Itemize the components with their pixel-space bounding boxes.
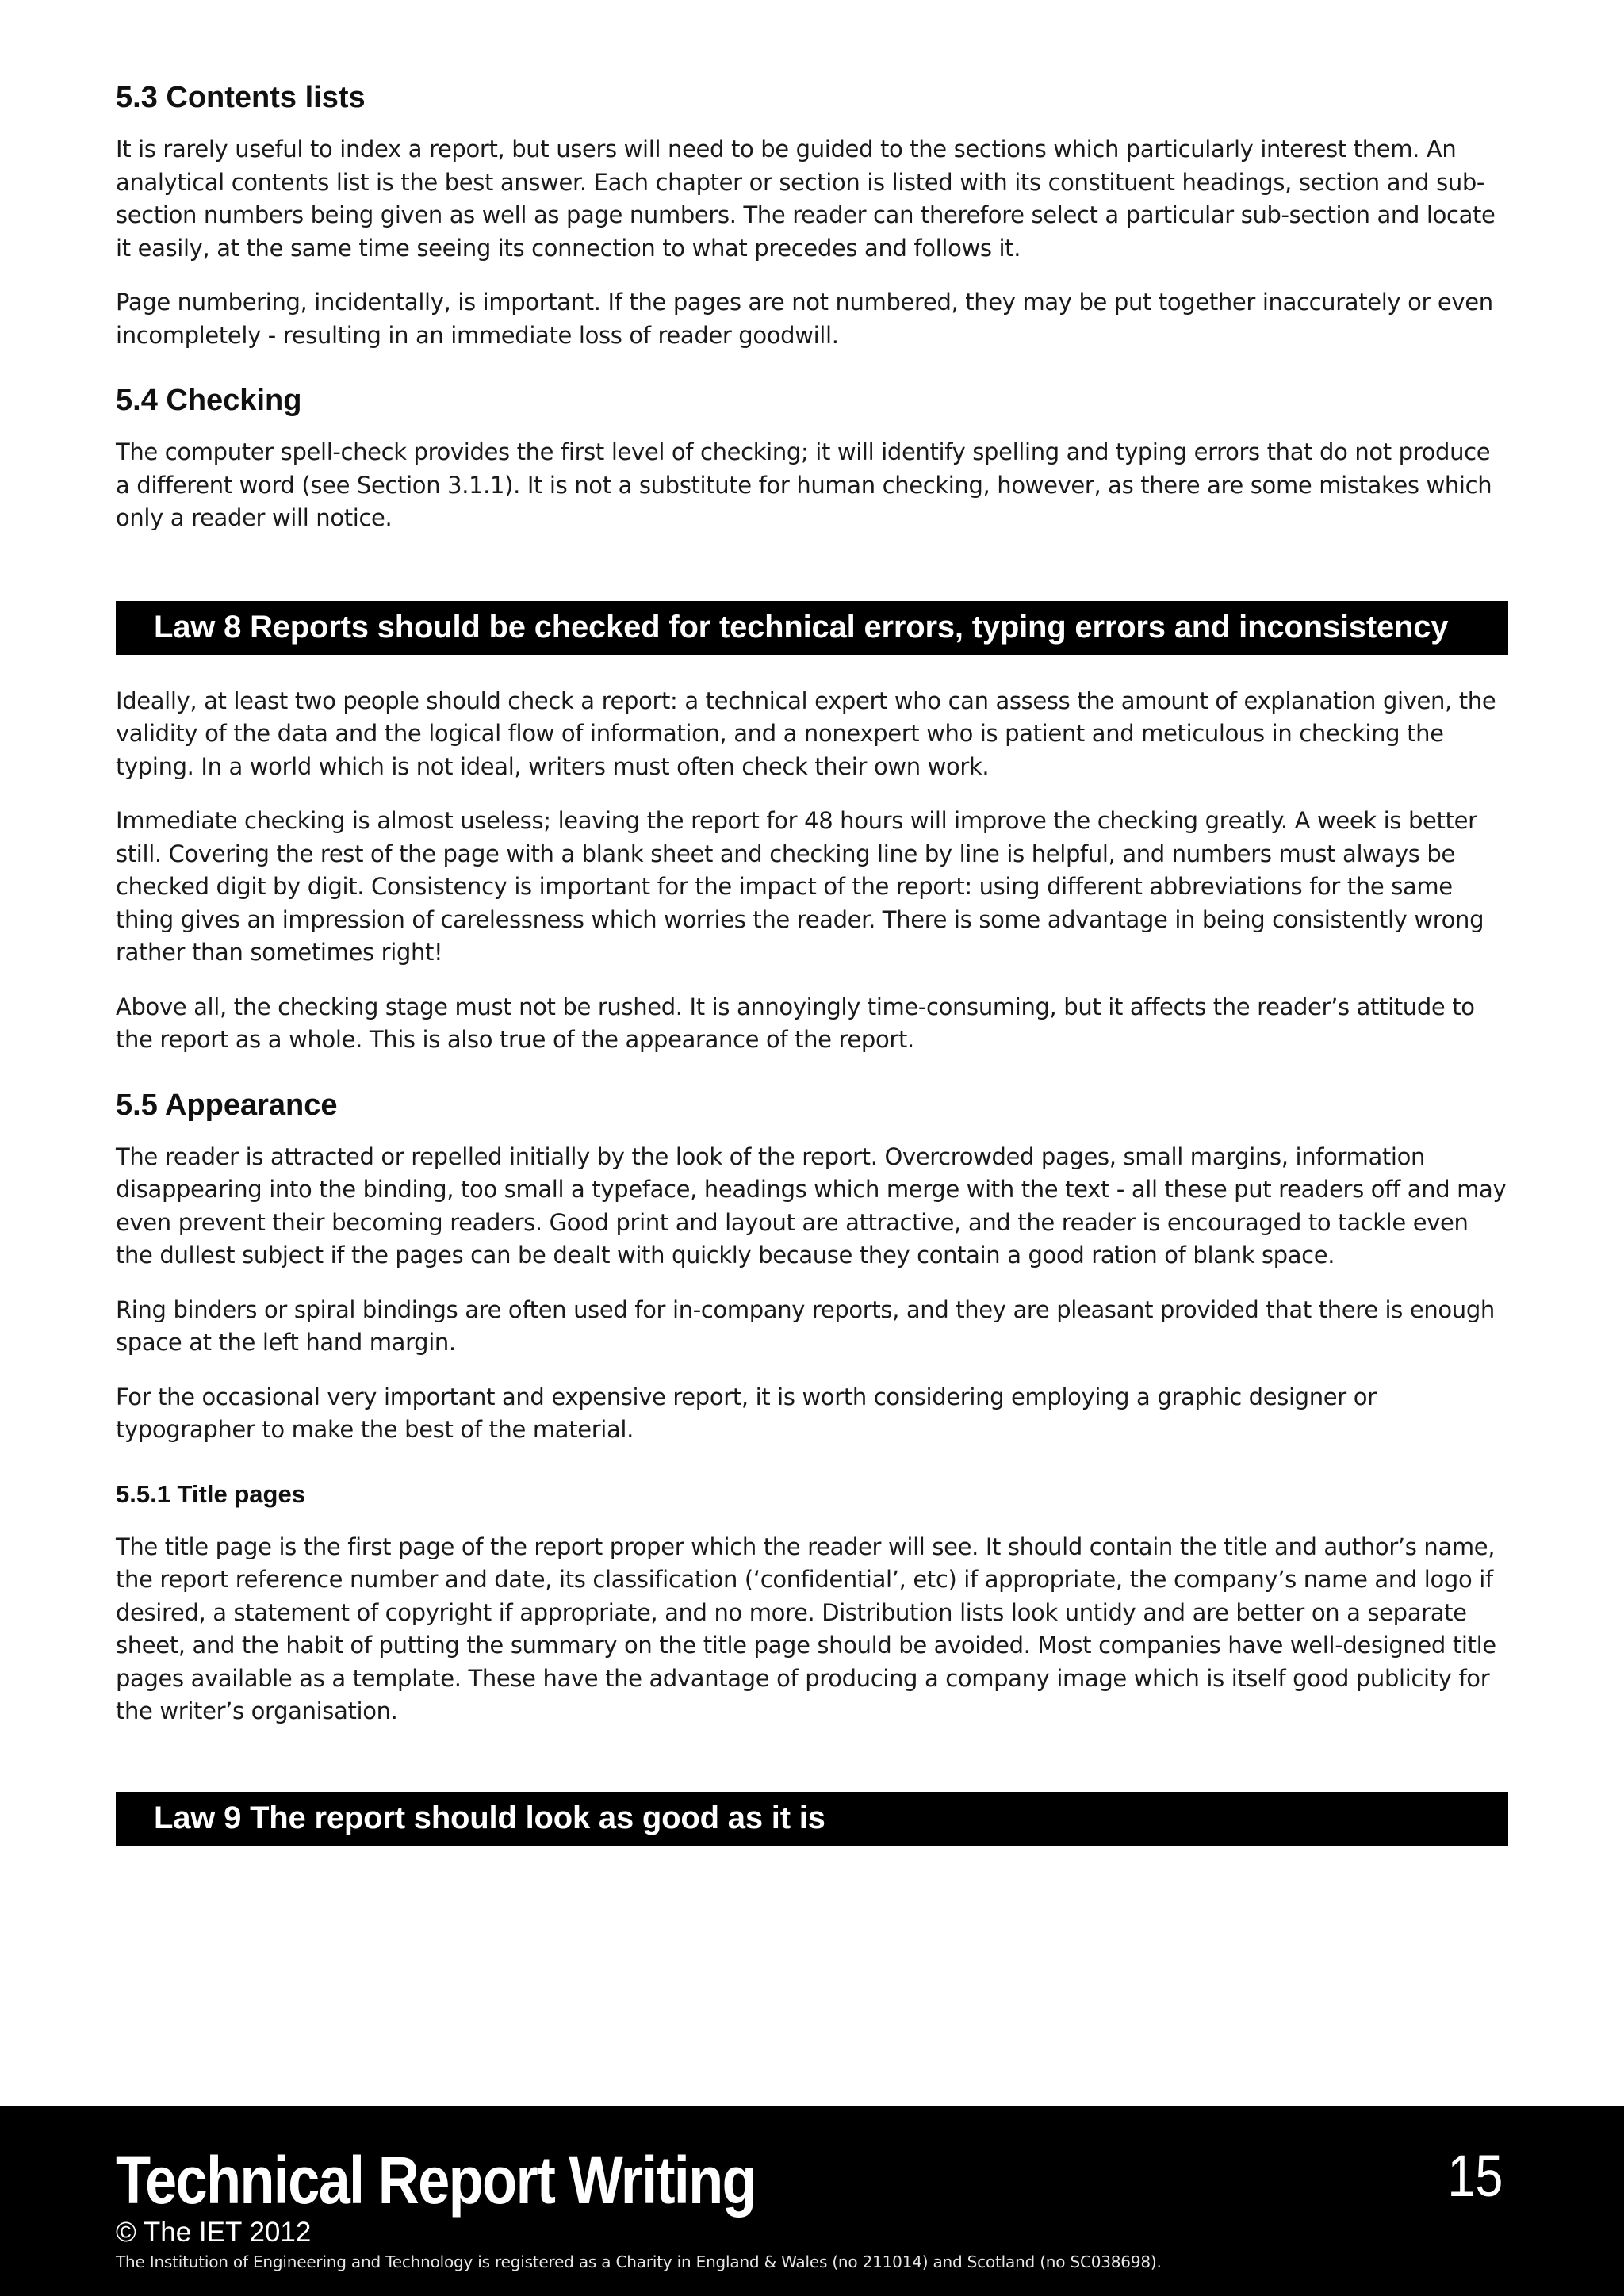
law-9-text: Law 9 The report should look as good as it is bbox=[154, 1800, 825, 1835]
paragraph: The reader is attracted or repelled initially by the look of the report. Overcrowded pages, small margins, information disappearing into the binding, too small a typeface, headings which merge with the text - all these put readers off and may even prevent their becoming readers. Good print and layout are attractive, and the reader is encouraged to tackle even the dullest subject if the pages can be dealt with quickly because they contain a good ration of blank space. bbox=[116, 1142, 1507, 1269]
copyright-notice: © The IET 2012 bbox=[116, 2217, 312, 2248]
subsection-heading-title-pages: 5.5.1 Title pages bbox=[116, 1479, 305, 1508]
paragraph: For the occasional very important and expensive report, it is worth considering employing a graphic designer or typographer to make the best of the material. bbox=[116, 1383, 1377, 1443]
paragraph: Above all, the checking stage must not be rushed. It is annoyingly time-consuming, but it affects the reader’s attitude to the report as a whole. This is also true of the appearance of the report. bbox=[116, 993, 1475, 1053]
law-8-banner bbox=[116, 601, 1508, 655]
paragraph: The title page is the first page of the report proper which the reader will see. It should contain the title and author’s name, the report reference number and date, its classification (‘confidential’, etc) if appropriate, the company’s name and logo if desired, a statement of copyright if appropriate, and no more. Distribution lists look untidy and are better on a separate sheet, and the habit of putting the summary on the title page should be avoided. Most companies have well-designed title pages available as a template. These have the advantage of producing a company image which is itself good publicity for the writer’s organisation. bbox=[116, 1533, 1496, 1724]
section-heading-checking: 5.4 Checking bbox=[116, 384, 302, 417]
footer-document-title: Technical Report Writing bbox=[116, 2143, 756, 2218]
paragraph: The computer spell-check provides the first level of checking; it will identify spelling and typing errors that do not produce a different word (see Section 3.1.1). It is not a substitute for human checking, however, as there are some mistakes which only a reader will notice. bbox=[116, 438, 1492, 531]
page-footer bbox=[0, 2106, 1624, 2296]
section-heading-appearance: 5.5 Appearance bbox=[116, 1088, 338, 1122]
paragraph: Ideally, at least two people should check a report: a technical expert who can assess the amount of explanation given, the validity of the data and the logical flow of information, and a nonexpert who is patient and meticulous in checking the typing. In a world which is not ideal, writers must often check their own work. bbox=[116, 687, 1496, 780]
paragraph: Immediate checking is almost useless; leaving the report for 48 hours will improve the checking greatly. A week is better still. Covering the rest of the page with a blank sheet and checking line by line is helpful, and numbers must always be checked digit by digit. Consistency is important for the impact of the report: using different abbreviations for the same thing gives an impression of carelessness which worries the reader. There is some advantage in being consistently wrong rather than sometimes right! bbox=[116, 807, 1484, 966]
paragraph: It is rarely useful to index a report, but users will need to be guided to the sections which particularly interest them. An analytical contents list is the best answer. Each chapter or section is listed with its constituent headings, section and sub-section numbers being given as well as page numbers. The reader can therefore select a particular sub-section and locate it easily, at the same time seeing its connection to what precedes and follows it. bbox=[116, 136, 1496, 262]
law-9-banner bbox=[116, 1792, 1508, 1846]
law-8-text: Law 8 Reports should be checked for technical errors, typing errors and inconsistency bbox=[154, 610, 1449, 645]
paragraph: Page numbering, incidentally, is important. If the pages are not numbered, they may be put together inaccurately or even incompletely - resulting in an immediate loss of reader goodwill. bbox=[116, 289, 1493, 349]
section-heading-contents-lists: 5.3 Contents lists bbox=[116, 81, 366, 114]
page-number: 15 bbox=[1447, 2143, 1503, 2209]
charity-registration-notice: The Institution of Engineering and Technology is registered as a Charity in England & Wales (no 211014) and Scotland (no SC038698). bbox=[116, 2252, 1162, 2271]
paragraph: Ring binders or spiral bindings are often used for in-company reports, and they are pleasant provided that there is enough space at the left hand margin. bbox=[116, 1295, 1495, 1356]
page-content bbox=[116, 79, 1508, 1876]
